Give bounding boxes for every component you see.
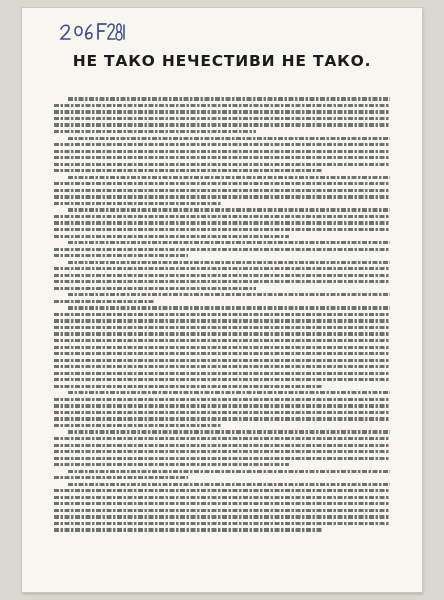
text-line (54, 104, 390, 107)
text-line (68, 483, 390, 486)
text-line (54, 346, 390, 349)
text-line (54, 254, 188, 257)
text-line (54, 163, 390, 166)
text-line (54, 398, 390, 401)
text-line (54, 339, 390, 342)
text-line (54, 372, 390, 375)
text-line (54, 267, 390, 270)
text-line (54, 182, 390, 185)
text-line (68, 137, 390, 140)
text-line (54, 463, 289, 466)
text-line (54, 248, 390, 251)
text-line (54, 496, 390, 499)
text-line (54, 378, 390, 381)
text-line (54, 130, 256, 133)
text-line (68, 391, 390, 394)
text-line (54, 150, 390, 153)
handwritten-archive-note (58, 20, 126, 42)
text-line (68, 430, 390, 433)
text-line (54, 509, 390, 512)
text-line (54, 385, 323, 388)
text-line (54, 189, 390, 192)
text-line (54, 215, 390, 218)
text-line (54, 528, 323, 531)
text-line (54, 143, 390, 146)
text-line (54, 169, 323, 172)
text-line (54, 300, 155, 303)
text-line (54, 326, 390, 329)
text-line (54, 110, 390, 113)
text-line (54, 450, 390, 453)
text-line (68, 97, 390, 100)
text-line (68, 261, 390, 264)
text-line (54, 359, 390, 362)
text-line (54, 411, 390, 414)
text-line (54, 476, 188, 479)
text-line (54, 489, 390, 492)
text-line (54, 332, 390, 335)
text-line (54, 123, 390, 126)
text-line (68, 470, 390, 473)
text-line (54, 156, 390, 159)
document-title: НЕ ТАКО НЕЧЕСТИВИ НЕ ТАКО. (72, 52, 372, 70)
text-line (68, 306, 390, 309)
text-line (54, 424, 222, 427)
text-line (54, 417, 390, 420)
text-line (54, 235, 289, 238)
text-line (68, 241, 390, 244)
text-line (68, 208, 390, 211)
text-line (54, 117, 390, 120)
text-line (54, 352, 390, 355)
text-line (54, 319, 390, 322)
text-line (68, 293, 390, 296)
text-line (54, 221, 390, 224)
text-line (54, 522, 390, 525)
text-line (54, 502, 390, 505)
text-line (54, 202, 222, 205)
text-line (54, 365, 390, 368)
text-line (54, 444, 390, 447)
text-line (54, 457, 390, 460)
text-line (54, 437, 390, 440)
document-body (54, 94, 390, 578)
text-line (68, 176, 390, 179)
text-line (54, 274, 390, 277)
text-line (54, 228, 390, 231)
text-line (54, 515, 390, 518)
text-line (54, 404, 390, 407)
text-line (54, 195, 390, 198)
text-line (54, 280, 390, 283)
text-line (54, 313, 390, 316)
text-line (54, 287, 256, 290)
document-page (22, 8, 422, 592)
